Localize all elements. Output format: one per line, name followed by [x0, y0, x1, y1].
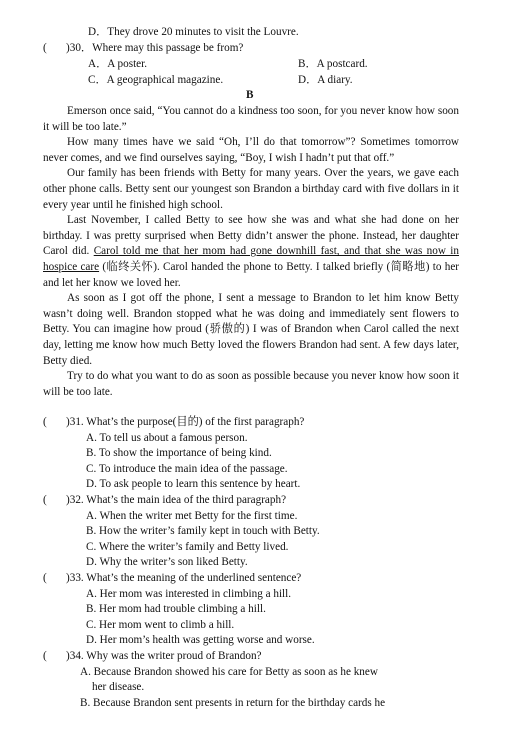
q33-option-d: D. Her mom’s health was getting worse and worse. [86, 634, 315, 646]
passage-paragraph-6: Try to do what you want to do as soon as possible because you never know how soon it will be too late. [43, 370, 459, 398]
q32-option-c: C. Where the writer’s family and Betty lived. [86, 541, 289, 553]
q31-option-c: C. To introduce the main idea of the passage. [86, 463, 288, 475]
q32-option-b: B. How the writer’s family kept in touch with Betty. [86, 525, 320, 537]
paragraph-4-rest: (临终关怀). Carol handed the phone to Betty. I talked briefly (简略地) to her and let her know we loved her. [43, 260, 460, 289]
q31-answer-paren: ( [43, 416, 47, 428]
q31-stem: )31. What’s the purpose(目的) of the first paragraph? [66, 416, 305, 428]
passage-paragraph-2: How many times have we said “Oh, I’ll do that tomorrow”? Sometimes tomorrow never comes, and we find ourselves saying, “Boy, I wish I hadn’t put that off.” [43, 136, 459, 164]
q33-answer-paren: ( [43, 572, 47, 584]
passage-paragraph-1: Emerson once said, “You cannot do a kindness too soon, for you never know how soon it will be too late.” [43, 105, 459, 133]
q34-option-a: A. Because Brandon showed his care for Betty as soon as he knew [80, 666, 378, 678]
reading-passage [43, 104, 459, 400]
q34-option-a-continued: her disease. [92, 681, 145, 693]
passage-paragraph-5: As soon as I got off the phone, I sent a message to Brandon to let him know Betty wasn’t doing well. Brandon stopped what he was doing and immediately sent flowers to Betty. You can imagine how proud (骄傲的) I was of Brandon when Carol called the next day, letting me know how much Betty loved the flowers Brandon had sent. A few days later, Betty died. [43, 292, 459, 367]
q34-answer-paren: ( [43, 650, 47, 662]
q34-option-b: B. Because Brandon sent presents in return for the birthday cards he [80, 697, 386, 709]
q33-option-b: B. Her mom had trouble climbing a hill. [86, 603, 266, 615]
passage-paragraph-3: Our family has been friends with Betty for many years. Over the years, we gave each other phone calls. Betty sent our youngest son Brandon a birthday card with five dollars in it every year until he finished high school. [43, 167, 459, 211]
q30-option-a: A．A poster. [88, 58, 148, 70]
q30-option-d: D．A diary. [298, 74, 353, 86]
q31-option-d: D. To ask people to learn this sentence by heart. [86, 478, 301, 490]
q29-option-d: D．They drove 20 minutes to visit the Louvre. [88, 26, 299, 38]
q30-stem: )30．Where may this passage be from? [66, 42, 244, 54]
paragraph-4-intro: Last November, I called Betty to see how she was and what she had done on her birthday. I was pretty surprised when Betty didn’t answer the phone. Instead, her daughter Carol did. [43, 214, 459, 258]
q33-option-a: A. Her mom was interested in climbing a hill. [86, 588, 292, 600]
q31-option-a: A. To tell us about a famous person. [86, 432, 248, 444]
q30-option-b: B．A postcard. [298, 58, 368, 70]
q33-stem: )33. What’s the meaning of the underlined sentence? [66, 572, 302, 584]
q34-stem: )34. Why was the writer proud of Brandon? [66, 650, 262, 662]
q31-option-b: B. To show the importance of being kind. [86, 447, 272, 459]
q32-option-a: A. When the writer met Betty for the first time. [86, 510, 298, 522]
passage-paragraph-4 [43, 213, 459, 291]
q32-answer-paren: ( [43, 494, 47, 506]
q32-option-d: D. Why the writer’s son liked Betty. [86, 556, 248, 568]
q30-option-c: C．A geographical magazine. [88, 74, 224, 86]
underlined-sentence: Carol told me that her mom had gone downhill fast, and that she was now in hospice care [43, 245, 460, 273]
q30-answer-paren: ( [43, 42, 47, 54]
q33-option-c: C. Her mom went to climb a hill. [86, 619, 235, 631]
section-b-heading: B [246, 89, 254, 101]
q32-stem: )32. What’s the main idea of the third paragraph? [66, 494, 287, 506]
